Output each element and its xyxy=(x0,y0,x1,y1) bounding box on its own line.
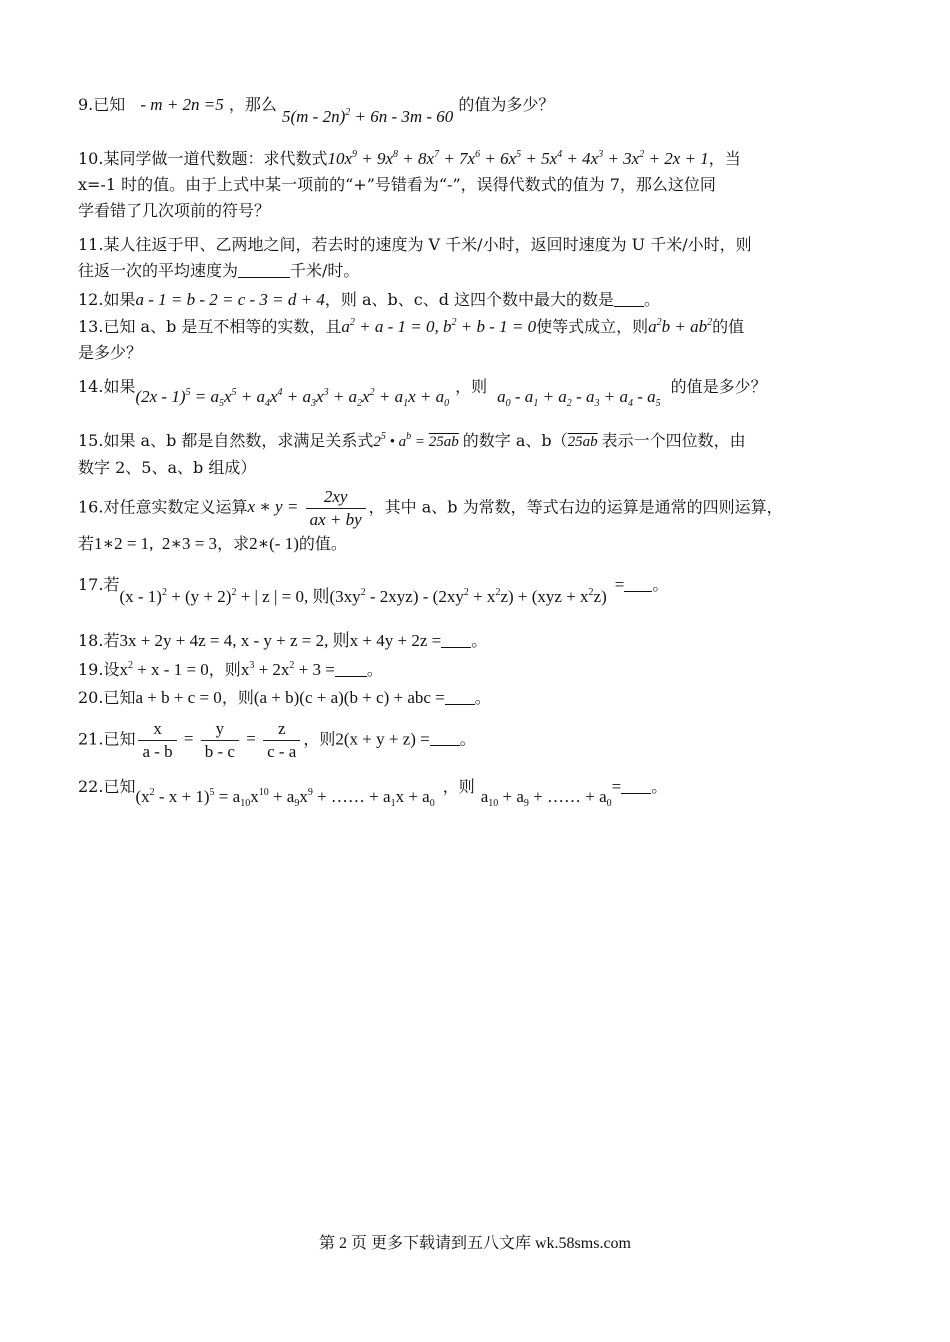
q22-expansion: $(x^2 - x + 1)^5 = a_{10}x^{10} + a_9x^9$ + …… + $a_1x + a_0$ xyxy=(135,787,435,809)
q9-expression: 5(m - 2n)$^2$ + 6n - 3m - 60 xyxy=(281,107,454,126)
answer-blank xyxy=(445,688,475,705)
question-21: 21.已知 $\frac{x}{a - b}$ = $\frac{y}{b - c}$ = $\frac{z}{c - a}$ ，则2(x + y + z) = 。 xyxy=(78,719,476,761)
q14-expansion: $(2x - 1)^5 = a_5x^5 + a_4x^4 + a_3x^3 + a_2x^2 + a_1x + a_0$ xyxy=(135,387,450,409)
answer-blank xyxy=(614,290,644,307)
q17-expression: $(x - 1)^2 + (y + 2)^2$ + | z | = 0, 则$(3xy^2 - 2xyz) - (2xy^2 + x^2z) + (xyz + x^2z)$ xyxy=(119,587,607,606)
q14-expression: $a_0 - a_1 + a_2 - a_3 + a_4 - a_5$ xyxy=(497,387,661,409)
question-9: 9.已知 - m + 2n =5 ，那么 5(m - 2n)$^2$ + 6n - 3m - 60 的值为多少？ xyxy=(78,95,555,126)
q21-condition: $\frac{x}{a - b}$ = $\frac{y}{b - c}$ = $\frac{z}{c - a}$ xyxy=(135,729,303,748)
question-10: 10.某同学做一道代数题：求代数式$10x^9 + 9x^8 + 8x^7 + 7x^6 + 6x^5 + 5x^4 + 4x^3 + 3x^2 + 2x + 1$，当 x=-1 时的值。由于上式中某一项前的“+”号错看为“-”，误得代数式的值为 7，那么这位同 学看错了几次项前的符号？ xyxy=(78,149,741,220)
question-13: 13.已知 a、b 是互不相等的实数，且$a^2 + a - 1 = 0$, $b^2 + b - 1 = 0$使等式成立，则$a^2b + ab^2$的值 是多少？ xyxy=(78,317,745,362)
answer-blank xyxy=(430,729,460,746)
q21-expression: 2(x + y + z) = xyxy=(335,729,430,749)
q15-number: 25ab xyxy=(567,434,598,450)
answer-blank xyxy=(238,261,290,278)
answer-blank xyxy=(621,777,651,794)
q16-definition: x ∗ y = $\frac{2xy}{ax + by}$ xyxy=(247,497,368,516)
q19-condition: $x^2 + x - 1 = 0$ xyxy=(119,660,209,679)
question-11: 11.某人往返于甲、乙两地之间，若去时的速度为 V 千米/小时，返回时速度为 U 千米/小时，则 往返一次的平均速度为 千米/时。 xyxy=(78,235,752,280)
question-15: 15.如果 a、b 都是自然数，求满足关系式$2^5$ • $a^b = 25ab$ 的数字 a、b（25ab 表示一个四位数，由 数字 2、5、a、b 组成） xyxy=(78,431,746,477)
question-19: 19.设$x^2 + x - 1 = 0$，则$x^3 + 2x^2 + 3$ = 。 xyxy=(78,660,383,679)
q13-condition: $a^2 + a - 1 = 0$, $b^2 + b - 1 = 0$ xyxy=(341,317,537,336)
question-12: 12.如果a - 1 = b - 2 = c - 3 = d + 4，则 a、b、c、d 这四个数中最大的数是 。 xyxy=(78,290,661,309)
q9-condition: - m + 2n =5 xyxy=(140,95,224,114)
question-18: 18.若3x + 2y + 4z = 4, x - y + z = 2, 则x + 4y + 2z = 。 xyxy=(78,631,488,650)
question-14: 14.如果$(2x - 1)^5 = a_5x^5 + a_4x^4 + a_3x^3 + a_2x^2 + a_1x + a_0$，则$a_0 - a_1 + a_2 - a_3 + a_4 - a_5$的值是多少？ xyxy=(78,377,767,409)
q13-expression: $a^2b + ab^2$ xyxy=(648,317,713,336)
q18-expression: 3x + 2y + 4z = 4, x - y + z = 2, 则x + 4y + 2z = xyxy=(119,631,442,650)
q10-polynomial: $10x^9 + 9x^8 + 8x^7 + 7x^6 + 6x^5 + 5x^4 + 4x^3 + 3x^2 + 2x + 1$ xyxy=(327,149,709,168)
q19-expression: $x^3 + 2x^2 + 3$ = xyxy=(240,660,335,679)
question-17: 17.若$(x - 1)^2 + (y + 2)^2$ + | z | = 0, 则$(3xy^2 - 2xyz) - (2xy^2 + x^2z) + (xyz + x^2z)=$ 。 xyxy=(78,575,669,606)
q16-given: 1∗2 = 1, 2∗3 = 3 xyxy=(94,534,218,553)
answer-blank xyxy=(335,660,367,677)
q20-condition: a + b + c = 0 xyxy=(135,688,222,707)
q22-expression: $a_{10} + a_9$ + …… + $a_0$ xyxy=(480,787,612,809)
answer-blank xyxy=(441,631,471,648)
q15-relation: $2^5$ • $a^b = 25ab$ xyxy=(373,431,459,450)
q12-equation: a - 1 = b - 2 = c - 3 = d + 4 xyxy=(135,290,325,309)
q16-target: 2∗(- 1) xyxy=(249,534,299,553)
question-20: 20.已知a + b + c = 0，则(a + b)(c + a)(b + c) + abc = 。 xyxy=(78,688,491,707)
question-9-number: 9.已知 xyxy=(78,95,126,114)
page-footer: 第 2 页 更多下载请到五八文库 wk.58sms.com xyxy=(318,1235,631,1252)
question-22: 22.已知$(x^2 - x + 1)^5 = a_{10}x^{10} + a_9x^9$ + …… + $a_1x + a_0$，则$a_{10} + a_9$ + …… + $a_0=$ 。 xyxy=(78,777,668,809)
q20-expression: (a + b)(c + a)(b + c) + abc = xyxy=(253,688,445,707)
question-16: 16.对任意实数定义运算x ∗ y = $\frac{2xy}{ax + by}$ ，其中 a、b 为常数，等式右边的运算是通常的四则运算， 若1∗2 = 1, 2∗3 = 3，求2∗(- 1)的值。 xyxy=(78,487,783,553)
answer-blank xyxy=(624,575,652,592)
